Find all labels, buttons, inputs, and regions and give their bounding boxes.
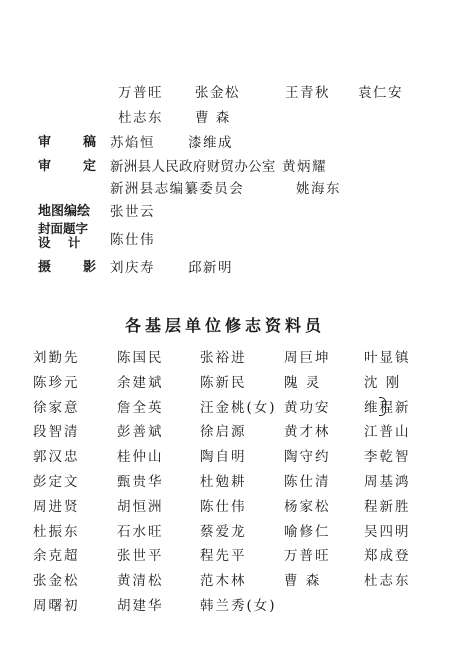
- staff-name: 张世平: [117, 548, 164, 565]
- top-name: 张金松: [195, 85, 240, 101]
- staff-name: 维程新: [364, 399, 411, 416]
- staff-name: 彭定文: [33, 474, 80, 490]
- staff-name: 石水旺: [117, 523, 164, 540]
- credit-value: 张世云: [110, 204, 155, 220]
- staff-name: 程新胜: [364, 498, 411, 515]
- credit-value: 漆维成: [188, 135, 233, 151]
- staff-name: 周巨坤: [284, 350, 331, 366]
- staff-name: 徐启源: [200, 424, 247, 441]
- bracket-mark: [379, 397, 386, 416]
- credit-value: 陈仕伟: [110, 232, 155, 248]
- staff-name: 余建斌: [117, 374, 164, 391]
- staff-name: 杜勉耕: [200, 474, 247, 490]
- section-title: 各基层单位修志资料员: [124, 316, 325, 335]
- credit-value: 新洲县人民政府财贸办公室: [110, 159, 276, 175]
- top-name: 王青秋: [285, 85, 330, 101]
- credit-label-char: 稿: [83, 135, 97, 150]
- top-name: 杜志东: [118, 110, 163, 126]
- credit-value: 新洲县志编纂委员会: [110, 181, 245, 197]
- staff-name: 黄清松: [117, 573, 164, 590]
- credit-value: 姚海东: [296, 181, 341, 197]
- staff-name: 陶自明: [200, 449, 247, 466]
- staff-name: 黄才林: [284, 424, 331, 441]
- staff-name: 詹全英: [117, 399, 164, 416]
- staff-name: 杜振东: [33, 523, 80, 540]
- staff-name: 陈仕伟: [200, 498, 247, 515]
- staff-name: 甄贵华: [117, 474, 164, 490]
- staff-name: 叶显镇: [364, 350, 411, 366]
- staff-name: 吴四明: [364, 523, 411, 540]
- staff-name: 陈珍元: [33, 374, 80, 391]
- staff-name: 彭善斌: [117, 424, 164, 441]
- staff-name: 陈仕清: [284, 474, 331, 490]
- staff-name: 李乾智: [364, 449, 411, 466]
- staff-name: 刘勤先: [33, 350, 80, 366]
- credit-label-char: 审: [38, 159, 52, 174]
- top-name: 万普旺: [118, 85, 163, 101]
- credit-value: 苏焰恒: [110, 135, 155, 151]
- staff-name: 徐家意: [33, 399, 80, 416]
- top-name: 曹 森: [195, 110, 231, 126]
- staff-name: 胡建华: [117, 598, 164, 614]
- credit-label-char: 审: [38, 135, 52, 150]
- staff-name: 蔡爱龙: [200, 523, 247, 540]
- staff-name: 陈国民: [117, 350, 164, 366]
- credit-value: 刘庆寿: [110, 260, 155, 276]
- staff-name: 桂仲山: [117, 449, 164, 466]
- staff-name: 黄功安: [284, 399, 331, 416]
- credit-label-line: 封面题字: [38, 221, 89, 236]
- credit-label-char: 定: [83, 159, 97, 174]
- staff-name: 程先平: [200, 548, 247, 565]
- staff-name: 周基鸿: [364, 474, 411, 490]
- staff-name: 张金松: [33, 573, 80, 590]
- credit-label-char: 影: [83, 260, 97, 275]
- staff-name: 周进贤: [33, 498, 80, 515]
- staff-name: 江普山: [364, 424, 411, 441]
- credit-value: 邱新明: [188, 260, 233, 276]
- credit-label: 地图编绘: [38, 204, 91, 219]
- staff-name: 万普旺: [284, 548, 331, 565]
- staff-name: 韩兰秀(女): [200, 598, 277, 614]
- credit-label-char: 摄: [38, 260, 52, 275]
- staff-name: 汪金桃(女): [200, 399, 277, 416]
- credit-value: 黄炳耀: [282, 159, 327, 175]
- staff-name: 沈 刚: [364, 374, 402, 391]
- top-name: 袁仁安: [358, 85, 403, 101]
- staff-name: 陈新民: [200, 374, 247, 391]
- staff-name: 隗 灵: [284, 374, 322, 391]
- staff-name: 周曙初: [33, 598, 80, 614]
- credit-label-line: 设 计: [38, 235, 81, 250]
- staff-name: 陶守约: [284, 449, 331, 466]
- staff-name: 曹 森: [284, 573, 322, 590]
- staff-name: 范木林: [200, 573, 247, 590]
- staff-name: 喻修仁: [284, 523, 331, 540]
- staff-name: 张裕进: [200, 350, 247, 366]
- staff-name: 段智清: [33, 424, 80, 441]
- staff-name: 余克超: [33, 548, 80, 565]
- staff-name: 郭汉忠: [33, 449, 80, 466]
- staff-name: 杜志东: [364, 573, 411, 590]
- staff-name: 胡恒洲: [117, 498, 164, 515]
- staff-name: 杨家松: [284, 498, 331, 515]
- staff-name: 郑成登: [364, 548, 411, 565]
